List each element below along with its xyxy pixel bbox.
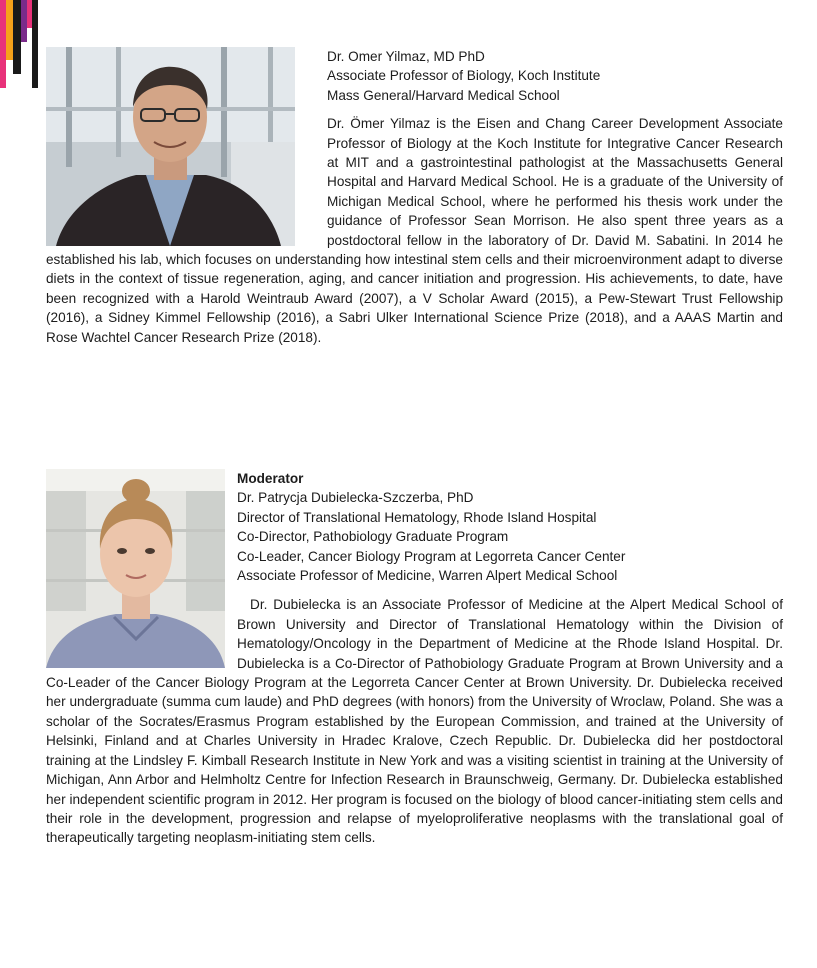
speaker-bio-dubielecka [46, 469, 783, 848]
portrait-woman-icon [46, 469, 225, 668]
corner-stripe [6, 0, 13, 60]
corner-decoration [0, 0, 40, 90]
speaker-photo-yilmaz [46, 47, 295, 246]
speaker-title: Associate Professor of Biology, Koch Institute [327, 68, 601, 84]
speaker-name: Dr. Omer Yilmaz, MD PhD [327, 49, 485, 64]
speaker-title: Associate Professor of Medicine, Warren Alpert Medical School [237, 568, 618, 584]
speaker-bio-yilmaz [46, 47, 783, 347]
speaker-name: Dr. Patrycja Dubielecka-Szczerba, PhD [237, 490, 474, 506]
speaker-title: Director of Translational Hematology, Rhode Island Hospital [237, 509, 597, 525]
portrait-man-icon [46, 47, 295, 246]
speaker-photo-dubielecka [46, 469, 225, 668]
speaker-affiliation: Mass General/Harvard Medical School [327, 87, 560, 103]
corner-stripe [32, 0, 38, 88]
speaker-bio-text: Dr. Dubielecka is an Associate Professor of Medicine at the Alpert Medical School of Brown University and Director of Translational Hematology within the Division of Hematology/Oncology in the Department of Medicine at the Rhode Island Hospital. Dr. Dubielecka is a Co-Director of Pathobiology Graduate Program at Brown University and a Co-Leader of the Cancer Biology Program at the Legorreta Cancer Center at Brown University. Dr. Dubielecka received her undergraduate (summa cum laude) and PhD degrees (with honors) from the University of Wroclaw, Poland. She was a scholar of the Socrates/Erasmus Program established by the European Commission, and trained at the University of Helsinki, Finland and at Charles University in Hradec Kralove, Czech Republic. Dr. Dubielecka did her postdoctoral training at the Lindsley F. Kimball Research Institute in New York and was a visiting scientist in training at the University of Michigan, Ann Arbor and Helmholtz Centre for Infection Research in Braunschweig, Germany. Dr. Dubielecka established her independent scientific program in 2012. Her program is focused on the biology of blood cancer-initiating stem cells and their role in the development, progression and relapse of myeloproliferative neoplasms with the translational goal of therapeutically targeting neoplasm-initiating stem cells. [46, 597, 783, 846]
corner-stripe [13, 0, 21, 74]
speaker-title: Co-Director, Pathobiology Graduate Program [237, 529, 509, 545]
moderator-label: Moderator [237, 471, 304, 486]
speaker-bio-text: Dr. Ömer Yilmaz is the Eisen and Chang Career Development Associate Professor of Biology at the Koch Institute for Integrative Cancer Research at MIT and a gastrointestinal pathologist at the Massachusetts General Hospital and Harvard Medical School. He is a graduate of the University of Michigan Medical School, where he performed his thesis work under the guidance of Professor Sean Morrison. He also spent three years as a postdoctoral fellow in the laboratory of Dr. David M. Sabatini. In 2014 he established his lab, which focuses on understanding how intestinal stem cells and their microenvironment adapt to diverse diets in the context of tissue regeneration, aging, and cancer initiation and progression. His achievements, to date, have been recognized with a Harold Weintraub Award (2007), a V Scholar Award (2015), a Pew-Stewart Trust Fellowship (2016), a Sidney Kimmel Fellowship (2016), a Sabri Ulker International Science Prize (2018), and a AAAS Martin and Rose Wachtel Cancer Research Prize (2018). [46, 116, 783, 345]
speaker-title: Co-Leader, Cancer Biology Program at Legorreta Cancer Center [237, 548, 626, 564]
